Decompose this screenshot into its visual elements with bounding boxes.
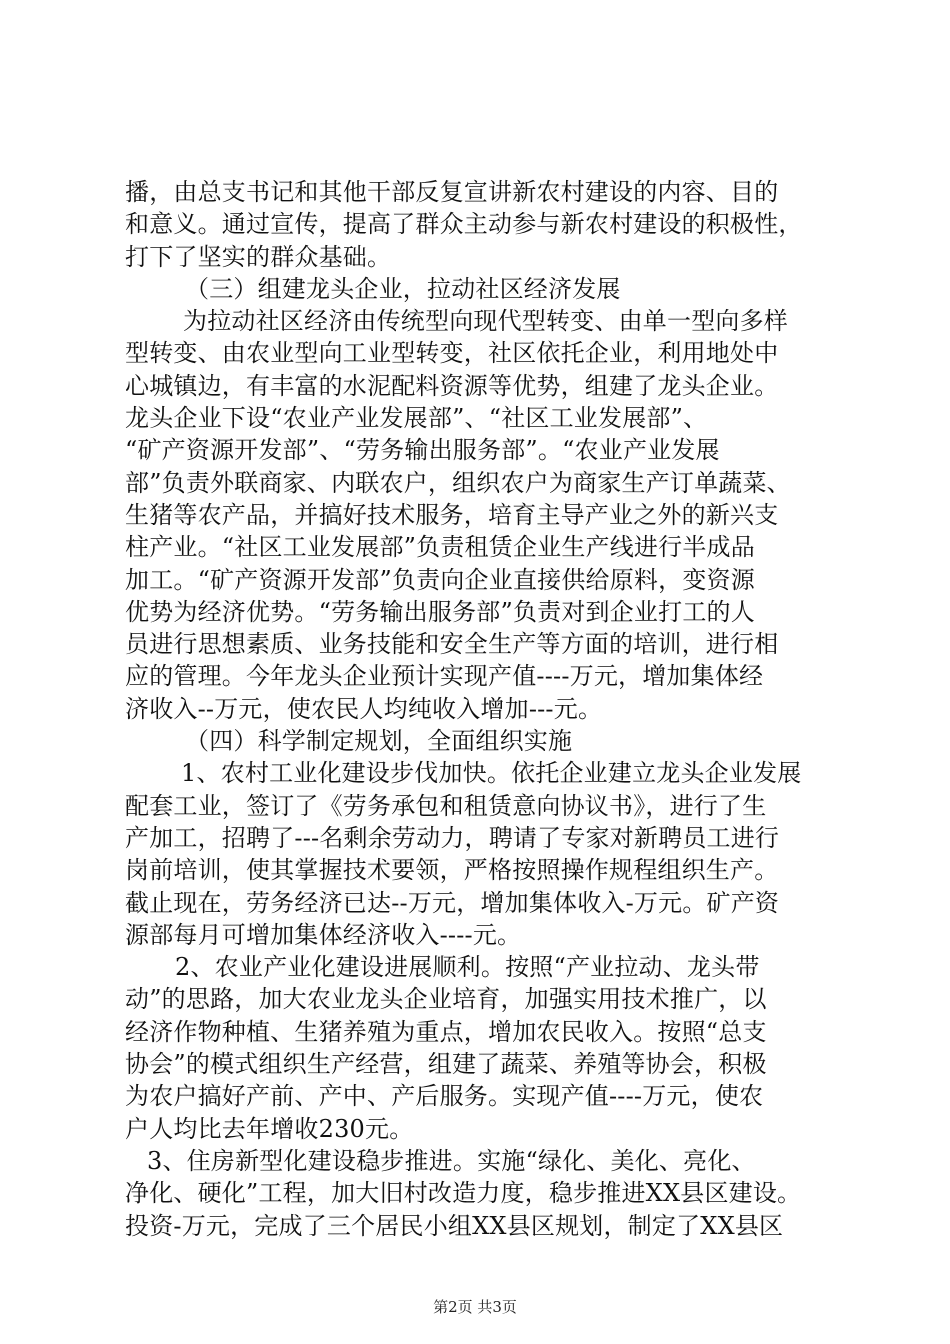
body-line: 和意义。通过宣传，提高了群众主动参与新农村建设的积极性，: [125, 210, 803, 239]
page-number-footer: 第2页 共3页: [433, 1298, 517, 1316]
body-line: 打下了坚实的群众基础。: [125, 242, 392, 271]
body-line: 源部每月可增加集体经济收入----元。: [125, 920, 522, 949]
body-line: 3、住房新型化建设稳步推进。实施“绿化、美化、亮化、: [147, 1146, 756, 1175]
body-line: 2、农业产业化建设进展顺利。按照“产业拉动、龙头带: [175, 953, 760, 982]
body-line: 加工。“矿产资源开发部”负责向企业直接供给原料，变资源: [125, 565, 755, 594]
section-heading-4: （四）科学制定规划，全面组织实施: [185, 727, 573, 756]
document-body: [125, 176, 837, 1242]
body-line: 优势为经济优势。“劳务输出服务部”负责对到企业打工的人: [125, 597, 755, 626]
body-line: 户人均比去年增收230元。: [125, 1114, 414, 1143]
body-line: 岗前培训，使其掌握技术要领，严格按照操作规程组织生产。: [125, 856, 779, 885]
section-heading-3: （三）组建龙头企业，拉动社区经济发展: [185, 274, 621, 303]
body-line: 产加工，招聘了---名剩余劳动力，聘请了专家对新聘员工进行: [125, 823, 780, 852]
body-line: 截止现在，劳务经济已达--万元，增加集体收入-万元。矿产资: [125, 888, 780, 917]
body-line: 1、农村工业化建设步伐加快。依托企业建立龙头企业发展: [181, 759, 802, 788]
body-line: 净化、硬化”工程，加大旧村改造力度，稳步推进XX县区建设。: [125, 1179, 802, 1208]
body-line: 为农户搞好产前、产中、产后服务。实现产值----万元，使农: [125, 1082, 764, 1111]
body-line: 配套工业，签订了《劳务承包和租赁意向协议书》，进行了生: [125, 791, 767, 820]
body-line: 投资-万元，完成了三个居民小组XX县区规划，制定了XX县区: [125, 1211, 784, 1240]
body-line: 动”的思路，加大农业龙头企业培育，加强实用技术推广，以: [125, 985, 767, 1014]
body-line: 员进行思想素质、业务技能和安全生产等方面的培训，进行相: [125, 630, 779, 659]
body-line: 应的管理。今年龙头企业预计实现产值----万元，增加集体经: [125, 662, 764, 691]
body-line: 柱产业。“社区工业发展部”负责租赁企业生产线进行半成品: [125, 533, 755, 562]
body-line: 协会”的模式组织生产经营，组建了蔬菜、养殖等协会，积极: [125, 1050, 767, 1079]
body-line: 龙头企业下设“农业产业发展部”、“社区工业发展部”、: [125, 404, 708, 433]
body-line: 型转变、由农业型向工业型转变，社区依托企业，利用地处中: [125, 339, 779, 368]
body-line: 播，由总支书记和其他干部反复宣讲新农村建设的内容、目的: [125, 178, 779, 206]
body-line: 济收入--万元，使农民人均纯收入增加---元。: [125, 694, 603, 723]
body-line: 部”负责外联商家、内联农户，组织农户为商家生产订单蔬菜、: [125, 468, 791, 497]
body-line: “矿产资源开发部”、“劳务输出服务部”。“农业产业发展: [125, 436, 720, 465]
body-line: 经济作物种植、生猪养殖为重点，增加农民收入。按照“总支: [125, 1017, 767, 1046]
body-line: 心城镇边，有丰富的水泥配料资源等优势，组建了龙头企业。: [125, 371, 779, 400]
body-line: 为拉动社区经济由传统型向现代型转变、由单一型向多样: [183, 307, 788, 336]
body-line: 生猪等农产品，并搞好技术服务，培育主导产业之外的新兴支: [125, 500, 779, 529]
